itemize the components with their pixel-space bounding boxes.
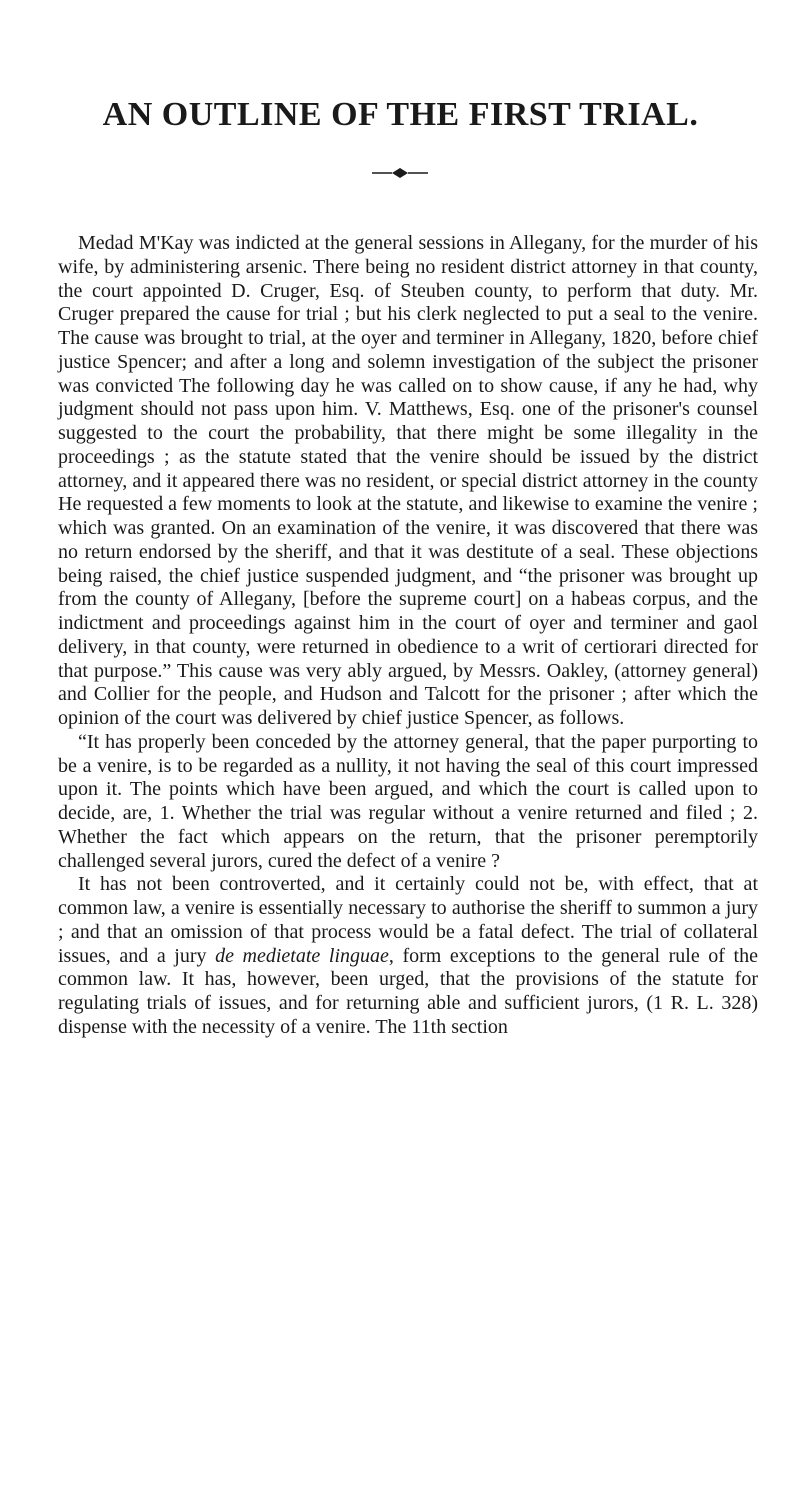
latin-phrase: de medietate linguae bbox=[215, 944, 389, 967]
paragraph-case-history: Medad M'Kay was indicted at the general sessions in Allegany, for the murder of his wife, by administering arsenic. There being no resident district attorney in that county, the court appointed D. Cruger, Esq. of Steuben county, to perform that duty. Mr. Cruger prepared the cause for trial ; but his clerk neglected to put a seal to the venire. The cause was brought to trial, at the oyer and terminer in Allegany, 1820, before chief justice Spencer; and after a long and solemn investigation of the subject the prisoner was convicted The following day he was called on to show cause, if any he had, why judgment should not pass upon him. V. Matthews, Esq. one of the prisoner's counsel suggested to the court the probability, that there might be some illegality in the proceedings ; as the statute stated that the venire should be issued by the district attorney, and it appeared there was no resident, or special district attorney in the county He requested a few moments to look at the statute, and likewise to examine the venire ; which was granted. On an examination of the venire, it was discovered that there was no return endorsed by the sheriff, and that it was destitute of a seal. These objections being raised, the chief justice suspended judgment, and “the prisoner was brought up from the county of Allegany, [before the supreme court] on a habeas corpus, and the indictment and proceedings against him in the court of oyer and terminer and gaol delivery, in that county, were returned in obedience to a writ of certiorari directed for that purpose.” This cause was very ably argued, by Messrs. Oakley, (attorney general) and Collier for the people, and Hudson and Talcott for the prisoner ; after which the opinion of the court was delivered by chief justice Spencer, as follows. bbox=[58, 232, 758, 729]
page-title: AN OUTLINE OF THE FIRST TRIAL. bbox=[102, 96, 699, 133]
paragraph-court-opinion: “It has properly been conceded by the attorney general, that the paper purporting to be a venire, is to be regarded as a nullity, it not having the seal of this court impressed upon it. The points which have been argued, and which the court is called upon to decide, are, 1. Whether the trial was regular without a venire returned and filed ; 2. Whether the fact which appears on the return, that the prisoner peremptorily challenged several jurors, cured the defect of a venire ? bbox=[58, 730, 758, 872]
paragraph-common-law: It has not been controverted, and it certainly could not be, with effect, that at common law, a venire is essentially necessary to authorise the sheriff to summon a jury ; and that an omission of that process would be a fatal defect. The trial of collateral issues, and a jury de medietate linguae, form exceptions to the general rule of the common law. It has, however, been urged, that the provisions of the statute for regulating trials of issues, and for returning able and sufficient jurors, (1 R. L. 328) dispense with the necessity of a venire. The 11th section bbox=[58, 873, 758, 1038]
divider-ornament-icon bbox=[370, 166, 430, 180]
body-text bbox=[58, 232, 758, 1040]
